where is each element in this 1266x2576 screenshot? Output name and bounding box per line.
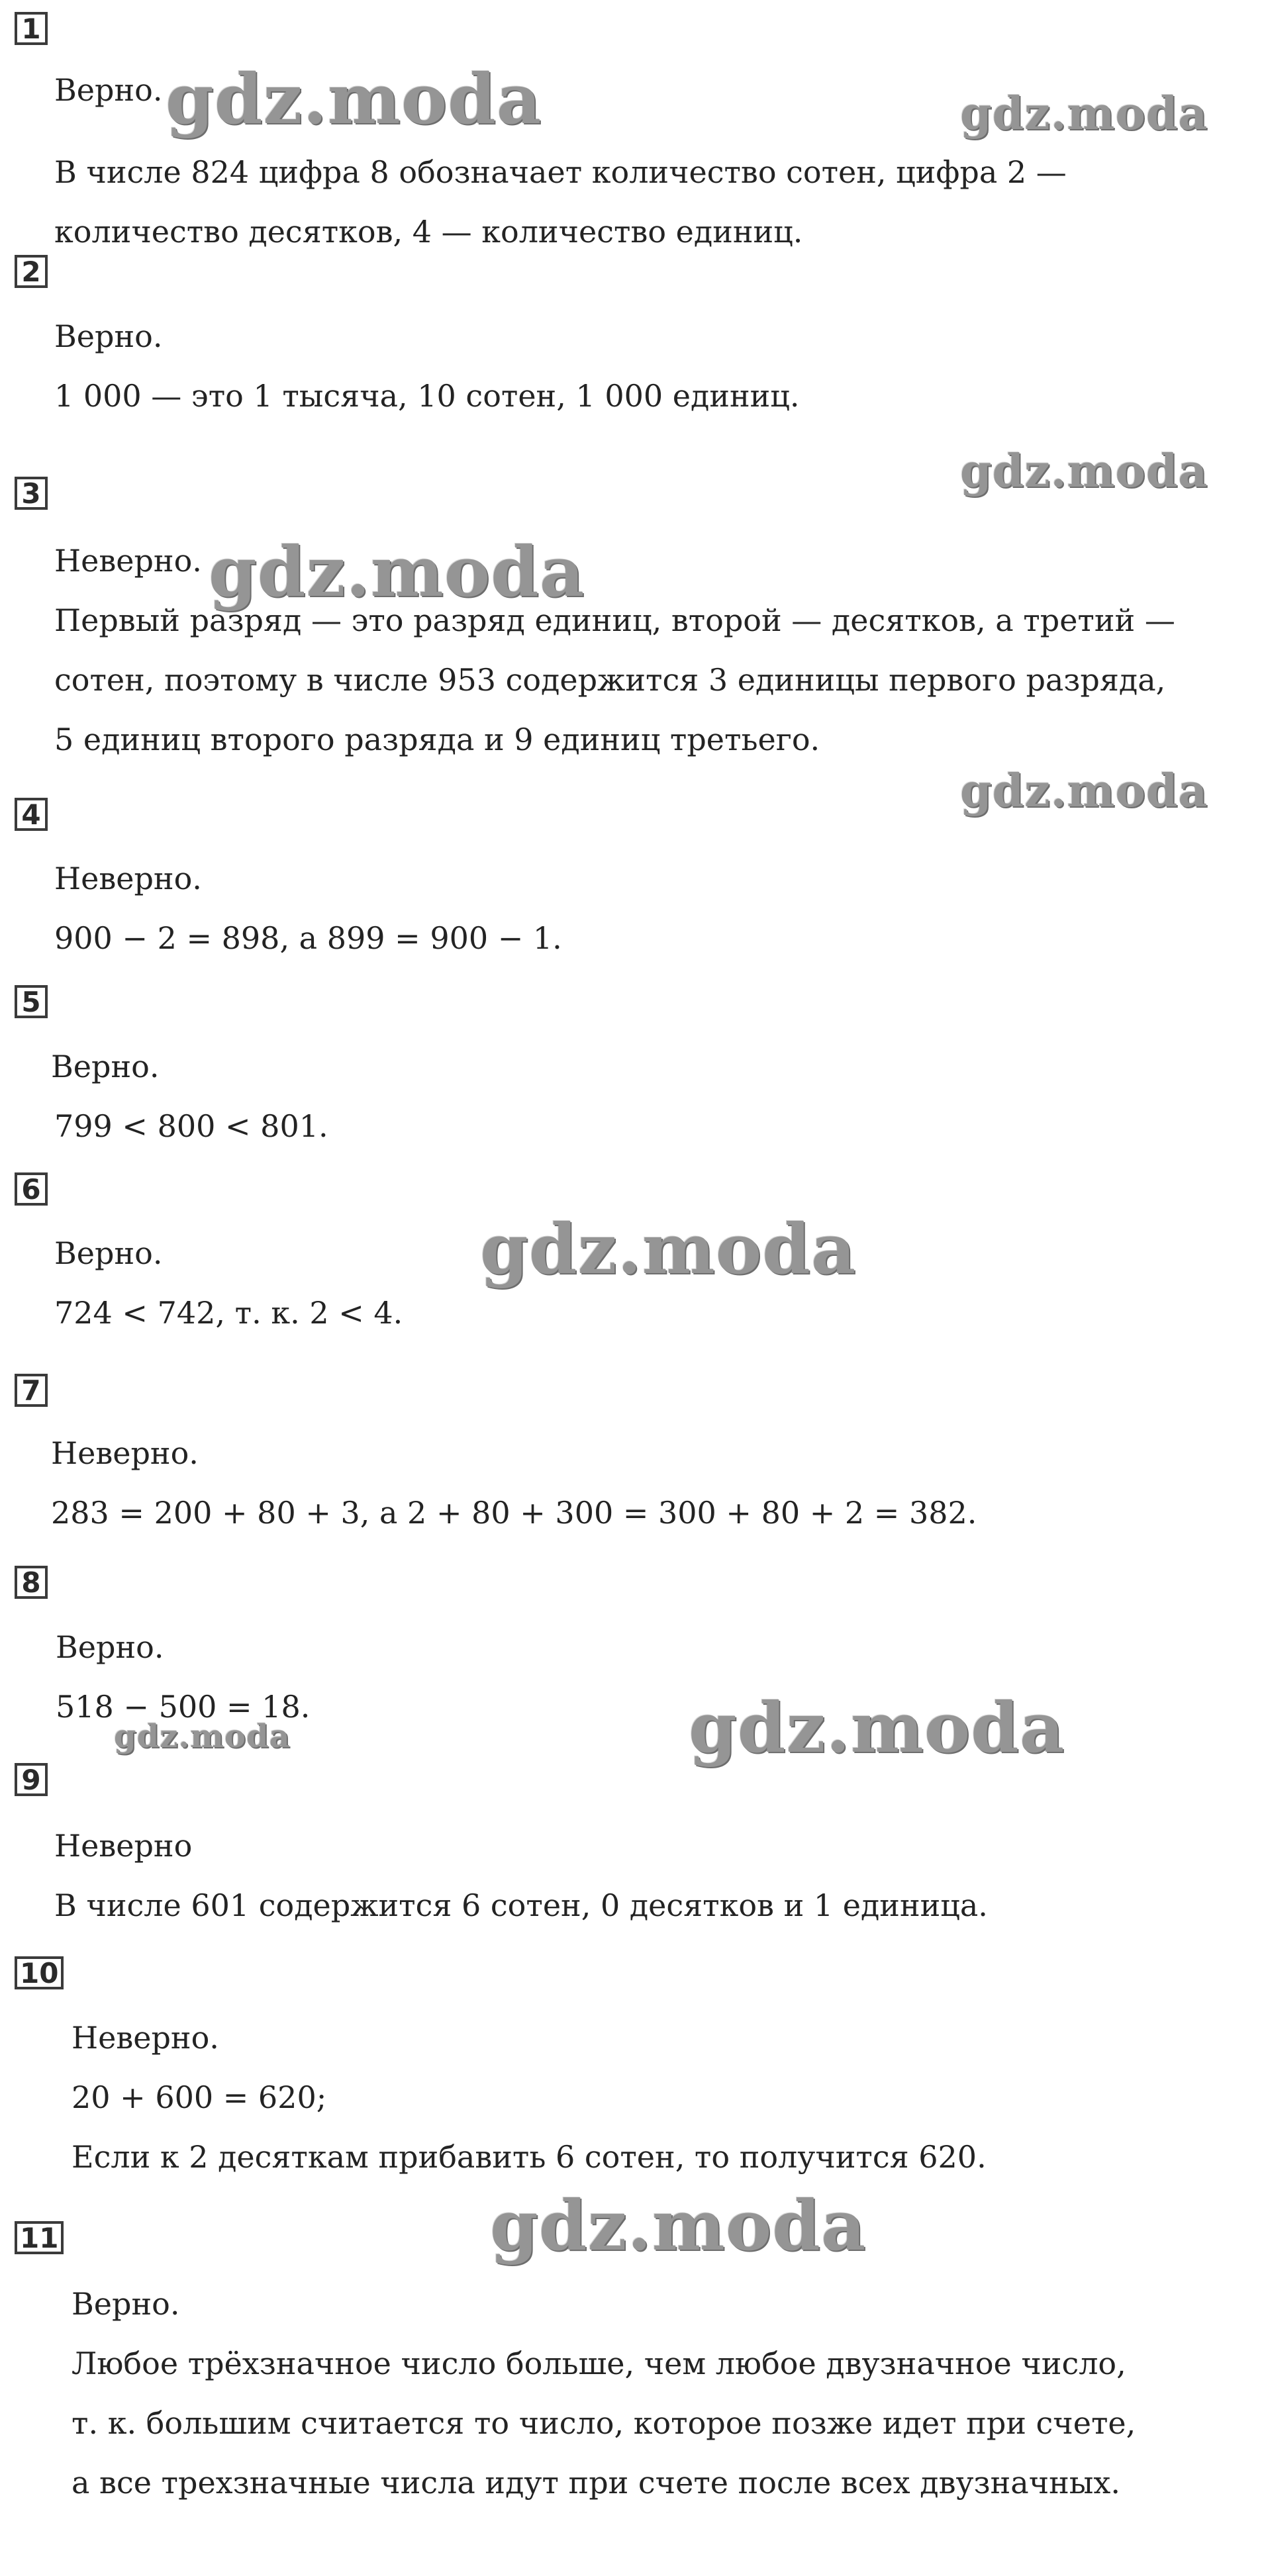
watermark: gdz.moda: [209, 531, 585, 612]
explanation-line: 518 − 500 = 18.: [56, 1689, 311, 1725]
verdict-text: Неверно.: [72, 2020, 219, 2056]
watermark: gdz.moda: [960, 765, 1208, 818]
verdict-text: Верно.: [54, 1235, 163, 1271]
explanation-line: 724 < 742, т. к. 2 < 4.: [54, 1295, 403, 1331]
explanation-line: сотен, поэтому в числе 953 содержится 3 единицы первого разряда,: [54, 662, 1166, 698]
item-number-badge: 5: [15, 985, 48, 1018]
explanation-line: 5 единиц второго разряда и 9 единиц третьего.: [54, 722, 820, 757]
verdict-text: Верно.: [54, 318, 163, 354]
watermark: gdz.moda: [166, 58, 542, 140]
explanation-line: 900 − 2 = 898, а 899 = 900 − 1.: [54, 920, 562, 956]
item-number-badge: 7: [15, 1374, 48, 1407]
explanation-line: 20 + 600 = 620;: [72, 2079, 327, 2115]
item-number-badge: 3: [15, 477, 48, 510]
watermark: gdz.moda: [490, 2185, 867, 2266]
item-number-badge: 4: [15, 798, 48, 831]
verdict-text: Неверно.: [54, 543, 202, 579]
item-number-badge: 2: [15, 255, 48, 288]
verdict-text: Верно.: [72, 2286, 180, 2322]
explanation-line: В числе 824 цифра 8 обозначает количество сотен, цифра 2 —: [54, 154, 1067, 190]
item-number-badge: 6: [15, 1172, 48, 1206]
item-number-badge: 9: [15, 1763, 48, 1796]
explanation-line: 1 000 — это 1 тысяча, 10 сотен, 1 000 единиц.: [54, 378, 800, 414]
explanation-line: а все трехзначные числа идут при счете после всех двузначных.: [72, 2465, 1120, 2501]
watermark: gdz.moda: [480, 1208, 857, 1290]
explanation-line: Любое трёхзначное число больше, чем любое двузначное число,: [72, 2346, 1126, 2381]
verdict-text: Неверно: [54, 1828, 193, 1864]
verdict-text: Верно.: [56, 1629, 164, 1665]
explanation-line: т. к. большим считается то число, которое позже идет при счете,: [72, 2405, 1136, 2441]
item-number-badge: 1: [15, 12, 48, 45]
watermark: gdz.moda: [960, 87, 1208, 140]
explanation-line: Если к 2 десяткам прибавить 6 сотен, то получится 620.: [72, 2139, 987, 2175]
verdict-text: Верно.: [54, 72, 163, 108]
item-number-badge: 11: [15, 2221, 64, 2254]
watermark: gdz.moda: [689, 1687, 1065, 1768]
explanation-line: В числе 601 содержится 6 сотен, 0 десятков и 1 единица.: [54, 1887, 988, 1923]
watermark: gdz.moda: [960, 445, 1208, 498]
verdict-text: Неверно.: [51, 1435, 199, 1471]
verdict-text: Верно.: [51, 1049, 160, 1084]
explanation-line: 283 = 200 + 80 + 3, а 2 + 80 + 300 = 300 + 80 + 2 = 382.: [51, 1495, 977, 1531]
watermark: gdz.moda: [114, 1718, 291, 1755]
explanation-line: Первый разряд — это разряд единиц, второй — десятков, а третий —: [54, 602, 1175, 638]
explanation-line: количество десятков, 4 — количество единиц.: [54, 214, 803, 250]
verdict-text: Неверно.: [54, 861, 202, 896]
item-number-badge: 8: [15, 1566, 48, 1599]
explanation-line: 799 < 800 < 801.: [54, 1108, 328, 1144]
item-number-badge: 10: [15, 1956, 64, 1989]
